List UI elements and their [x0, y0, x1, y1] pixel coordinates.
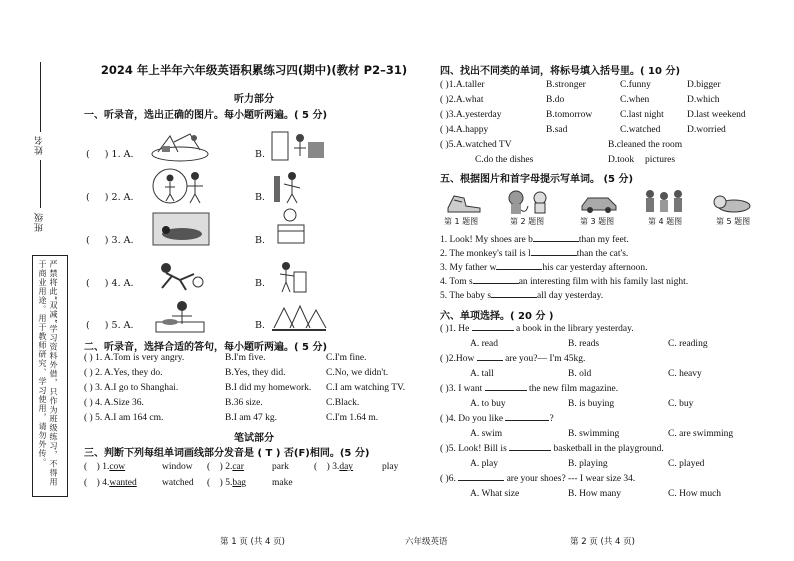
s6-q4: [440, 414, 554, 424]
s6-q4-c: C. are swimming: [668, 429, 734, 439]
s4-q4-d: D.worried: [687, 125, 726, 135]
s6-q-pre: ( )1. He: [440, 324, 470, 334]
name-label: 姓名: [35, 135, 45, 155]
s6-q1-a: A. read: [470, 339, 498, 349]
s1-num: 1: [111, 149, 118, 160]
s3-num: 3.: [332, 462, 340, 472]
s3-item-2-w2: park: [272, 462, 289, 472]
section-3-title: 三、判断下列每组单词画线部分发音是 ( T ) 否(F)相同。(5 分): [84, 448, 370, 459]
s3-word-1: bag: [232, 478, 247, 488]
s1-num: 3: [111, 235, 118, 246]
s4-q2-d: D.which: [687, 95, 720, 105]
s3-item-4-w2: watched: [162, 478, 194, 488]
s1-q4-picture-b: [270, 258, 310, 294]
s6-q-pre: ( )2.How: [440, 354, 475, 364]
s1-a-label: A.: [123, 192, 134, 203]
s1-q2-picture-a2: [175, 166, 215, 206]
class-line: [40, 160, 41, 208]
s6-q-post: a book in the library yesterday.: [516, 324, 634, 334]
s5-post: all day yesterday.: [537, 291, 604, 301]
s6-answer-blank[interactable]: [477, 360, 503, 361]
s3-num: 2.: [225, 462, 233, 472]
s5-pic-2-monkey-cat: [504, 188, 554, 216]
section-2-title: 二、听录音，选择合适的答句，每小题听两遍。( 5 分): [84, 342, 328, 353]
s5-pic-label-2: 第 2 题图: [510, 217, 545, 226]
s4-q3-b: B.tomorrow: [546, 110, 593, 120]
s6-q5-b: B. playing: [568, 459, 608, 469]
s1-num: 2: [111, 192, 118, 203]
s1-b-label: B.: [255, 192, 266, 203]
s4-q4: ( )4.A.happy: [440, 125, 489, 135]
s6-q-post: ?: [549, 414, 554, 424]
s6-q3-a: A. to buy: [470, 399, 506, 409]
s5-sentence-4: [440, 277, 688, 287]
s1-q4-picture-a: [152, 258, 208, 292]
s1-row-1: ( ) 1. A.: [86, 149, 134, 160]
s6-q6-c: C. How much: [668, 489, 722, 499]
s5-pic-5-sleeping-baby: [712, 190, 752, 214]
s6-q6: [440, 474, 635, 484]
s6-q-post: basketball in the playground.: [553, 444, 664, 454]
s6-q3-b: B. is buying: [568, 399, 615, 409]
section-1-title: 一、听录音，选出正确的图片。每小题听两遍。( 5 分): [84, 110, 328, 121]
s2-q4-b: B.36 size.: [225, 398, 263, 408]
s6-q1: [440, 324, 634, 334]
s1-q5-picture-a: [150, 298, 210, 334]
s2-q5-b: B.I am 47 kg.: [225, 413, 277, 423]
listening-heading: 听力部分: [234, 94, 274, 105]
s5-pic-label-4: 第 4 题图: [648, 217, 683, 226]
s5-pic-4-family: [640, 188, 690, 216]
s6-answer-blank[interactable]: [509, 450, 551, 451]
s4-q4-b: B.sad: [546, 125, 568, 135]
notice-text: 严禁将此“双减”学习资料外借，只作为班级练习，不得用于商业用途。用于教师研究、学习使用，请勿外传。: [38, 260, 58, 487]
s5-post: than the cat's.: [576, 249, 629, 259]
s2-q5: ( ) 5. A.I am 164 cm.: [84, 413, 164, 423]
s1-q3-picture-b: [272, 205, 312, 247]
s5-sentence-3: [440, 263, 647, 273]
s4-q5: ( )5.A.watched TV: [440, 140, 512, 150]
s5-pre: 4. Tom s: [440, 277, 473, 287]
s2-q3-b: B.I did my homework.: [225, 383, 312, 393]
s4-q5-b: B.cleaned the room: [608, 140, 683, 150]
s3-item-3-w2: play: [382, 462, 399, 472]
s6-q3: [440, 384, 618, 394]
s3-item-5: ( ) 5.bag: [207, 478, 247, 488]
s1-num: 5: [111, 320, 118, 331]
footer-page-left: 第 1 页 (共 4 页): [220, 537, 285, 547]
s6-q1-c: C. reading: [668, 339, 708, 349]
s6-q5-a: A. play: [470, 459, 498, 469]
s3-item-5-w2: make: [272, 478, 293, 488]
s6-q5: [440, 444, 664, 454]
s6-q3-c: C. buy: [668, 399, 694, 409]
s3-num: 4.: [102, 478, 110, 488]
s3-item-4: ( ) 4.wanted: [84, 478, 137, 488]
s6-answer-blank[interactable]: [505, 420, 549, 421]
s5-answer-blank[interactable]: [496, 269, 542, 270]
s6-q-post: are you?— I'm 45kg.: [505, 354, 586, 364]
s1-b-label: B.: [255, 235, 266, 246]
s6-q2-c: C. heavy: [668, 369, 702, 379]
s1-q5-picture-b: [270, 298, 328, 334]
section-5-title: 五、根据图片和首字母提示写单词。 (5 分): [440, 174, 634, 185]
s4-q5-d2: pictures: [645, 155, 676, 165]
s6-answer-blank[interactable]: [472, 330, 514, 331]
s3-word-1: day: [339, 462, 354, 472]
s5-sentence-1: [440, 235, 629, 245]
s5-pic-label-1: 第 1 题图: [444, 217, 479, 226]
s1-b-label: B.: [255, 278, 266, 289]
s1-q1-picture-a: [150, 128, 210, 164]
s4-q3: ( )3.A.yesterday: [440, 110, 502, 120]
s1-row-3: ( ) 3. A.: [86, 235, 134, 246]
section-4-title: 四、找出不同类的单词，将标号填入括号里。( 10 分): [440, 66, 681, 77]
s5-post: his car yesterday afternoon.: [542, 263, 648, 273]
s1-b-label: B.: [255, 149, 266, 160]
s6-q2-a: A. tall: [470, 369, 494, 379]
s6-q2: [440, 354, 585, 364]
s5-pic-1-shoes: [446, 190, 482, 214]
s6-q-pre: ( )5. Look! Bill is: [440, 444, 507, 454]
s6-q6-b: B. How many: [568, 489, 622, 499]
s5-answer-blank[interactable]: [533, 241, 579, 242]
s5-answer-blank[interactable]: [531, 255, 577, 256]
s4-q5-c: C.do the dishes: [475, 155, 534, 165]
s2-q5-c: C.I'm 1.64 m.: [326, 413, 379, 423]
s5-post: an interesting film with his family last night.: [518, 277, 689, 287]
binding-strip: [0, 0, 80, 561]
s5-answer-blank[interactable]: [473, 283, 519, 284]
s5-pre: 1. Look! My shoes are b: [440, 235, 533, 245]
s3-num: 5.: [225, 478, 233, 488]
s6-q-pre: ( )4. Do you like: [440, 414, 504, 424]
s1-a-label: A.: [123, 149, 134, 160]
s1-num: 4: [111, 278, 118, 289]
s1-b-label: B.: [255, 320, 266, 331]
writing-heading: 笔试部分: [234, 433, 274, 444]
footer-page-right: 第 2 页 (共 4 页): [570, 537, 635, 547]
s1-row-4: ( ) 4. A.: [86, 278, 134, 289]
s3-num: 1.: [102, 462, 110, 472]
s6-q-pre: ( )6.: [440, 474, 456, 484]
s3-word-1: car: [232, 462, 244, 472]
notice-box: [32, 255, 68, 497]
s4-q1-c: C.funny: [620, 80, 651, 90]
s2-q1-b: B.I'm five.: [225, 353, 266, 363]
s5-pic-label-3: 第 3 题图: [580, 217, 615, 226]
class-label: 班级: [35, 212, 45, 232]
s1-q3-picture-a: [152, 212, 210, 246]
s4-q2-b: B.do: [546, 95, 565, 105]
s2-q2-b: B.Yes, they did.: [225, 368, 286, 378]
s6-q5-c: C. played: [668, 459, 705, 469]
s6-answer-blank[interactable]: [458, 480, 504, 481]
s5-pre: 5. The baby s: [440, 291, 492, 301]
page-title: 2024 年上半年六年级英语积累练习四(期中)(教材 P2–31): [100, 63, 408, 77]
s6-q-pre: ( )3. I want: [440, 384, 483, 394]
s6-q-post: are your shoes? --- I wear size 34.: [506, 474, 636, 484]
s4-q4-c: C.watched: [620, 125, 661, 135]
s2-q1: ( ) 1. A.Tom is very angry.: [84, 353, 185, 363]
s5-pic-3-car: [580, 190, 620, 214]
s3-item-2: ( ) 2.car: [207, 462, 244, 472]
s1-q1-picture-b: [270, 128, 328, 164]
s3-word-1: wanted: [109, 478, 137, 488]
s6-q2-b: B. old: [568, 369, 592, 379]
s2-q3: ( ) 3. A.I go to Shanghai.: [84, 383, 179, 393]
s5-pre: 2. The monkey's tail is l: [440, 249, 531, 259]
s6-q4-b: B. swimming: [568, 429, 620, 439]
s1-a-label: A.: [123, 320, 134, 331]
s5-pre: 3. My father w: [440, 263, 497, 273]
s2-q4-c: C.Black.: [326, 398, 360, 408]
s1-a-label: A.: [123, 278, 134, 289]
s4-q1: ( )1.A.taller: [440, 80, 485, 90]
s5-post: than my feet.: [578, 235, 629, 245]
s4-q1-d: D.bigger: [687, 80, 721, 90]
s6-answer-blank[interactable]: [485, 390, 527, 391]
footer-subject: 六年级英语: [405, 537, 448, 547]
s5-answer-blank[interactable]: [491, 297, 537, 298]
section-6-title: 六、单项选择。( 20 分 ): [440, 311, 554, 322]
s4-q3-c: C.last night: [620, 110, 664, 120]
s1-row-2: ( ) 2. A.: [86, 192, 134, 203]
s1-row-5: ( ) 5. A.: [86, 320, 134, 331]
s4-q1-b: B.stronger: [546, 80, 586, 90]
s6-q-post: the new film magazine.: [528, 384, 619, 394]
s3-item-1-w2: window: [162, 462, 193, 472]
s2-q4: ( ) 4. A.Size 36.: [84, 398, 144, 408]
s6-q4-a: A. swim: [470, 429, 503, 439]
s5-sentence-5: [440, 291, 603, 301]
s4-q2: ( )2.A.what: [440, 95, 484, 105]
s4-q2-c: C.when: [620, 95, 650, 105]
s3-item-3: ( ) 3.day: [314, 462, 354, 472]
s2-q1-c: C.I'm fine.: [326, 353, 367, 363]
s5-pic-label-5: 第 5 题图: [716, 217, 751, 226]
s2-q2: ( ) 2. A.Yes, they do.: [84, 368, 163, 378]
s3-item-1: ( ) 1.cow: [84, 462, 126, 472]
s2-q2-c: C.No, we didn't.: [326, 368, 389, 378]
s6-q1-b: B. reads: [568, 339, 600, 349]
s2-q3-c: C.I am watching TV.: [326, 383, 406, 393]
name-line: [40, 62, 41, 132]
s6-q6-a: A. What size: [470, 489, 520, 499]
s1-q2-picture-b: [270, 166, 310, 206]
s3-word-1: cow: [109, 462, 126, 472]
s4-q3-d: D.last weekend: [687, 110, 746, 120]
s5-sentence-2: [440, 249, 628, 259]
s4-q5-d: D.took: [608, 155, 635, 165]
s1-a-label: A.: [123, 235, 134, 246]
